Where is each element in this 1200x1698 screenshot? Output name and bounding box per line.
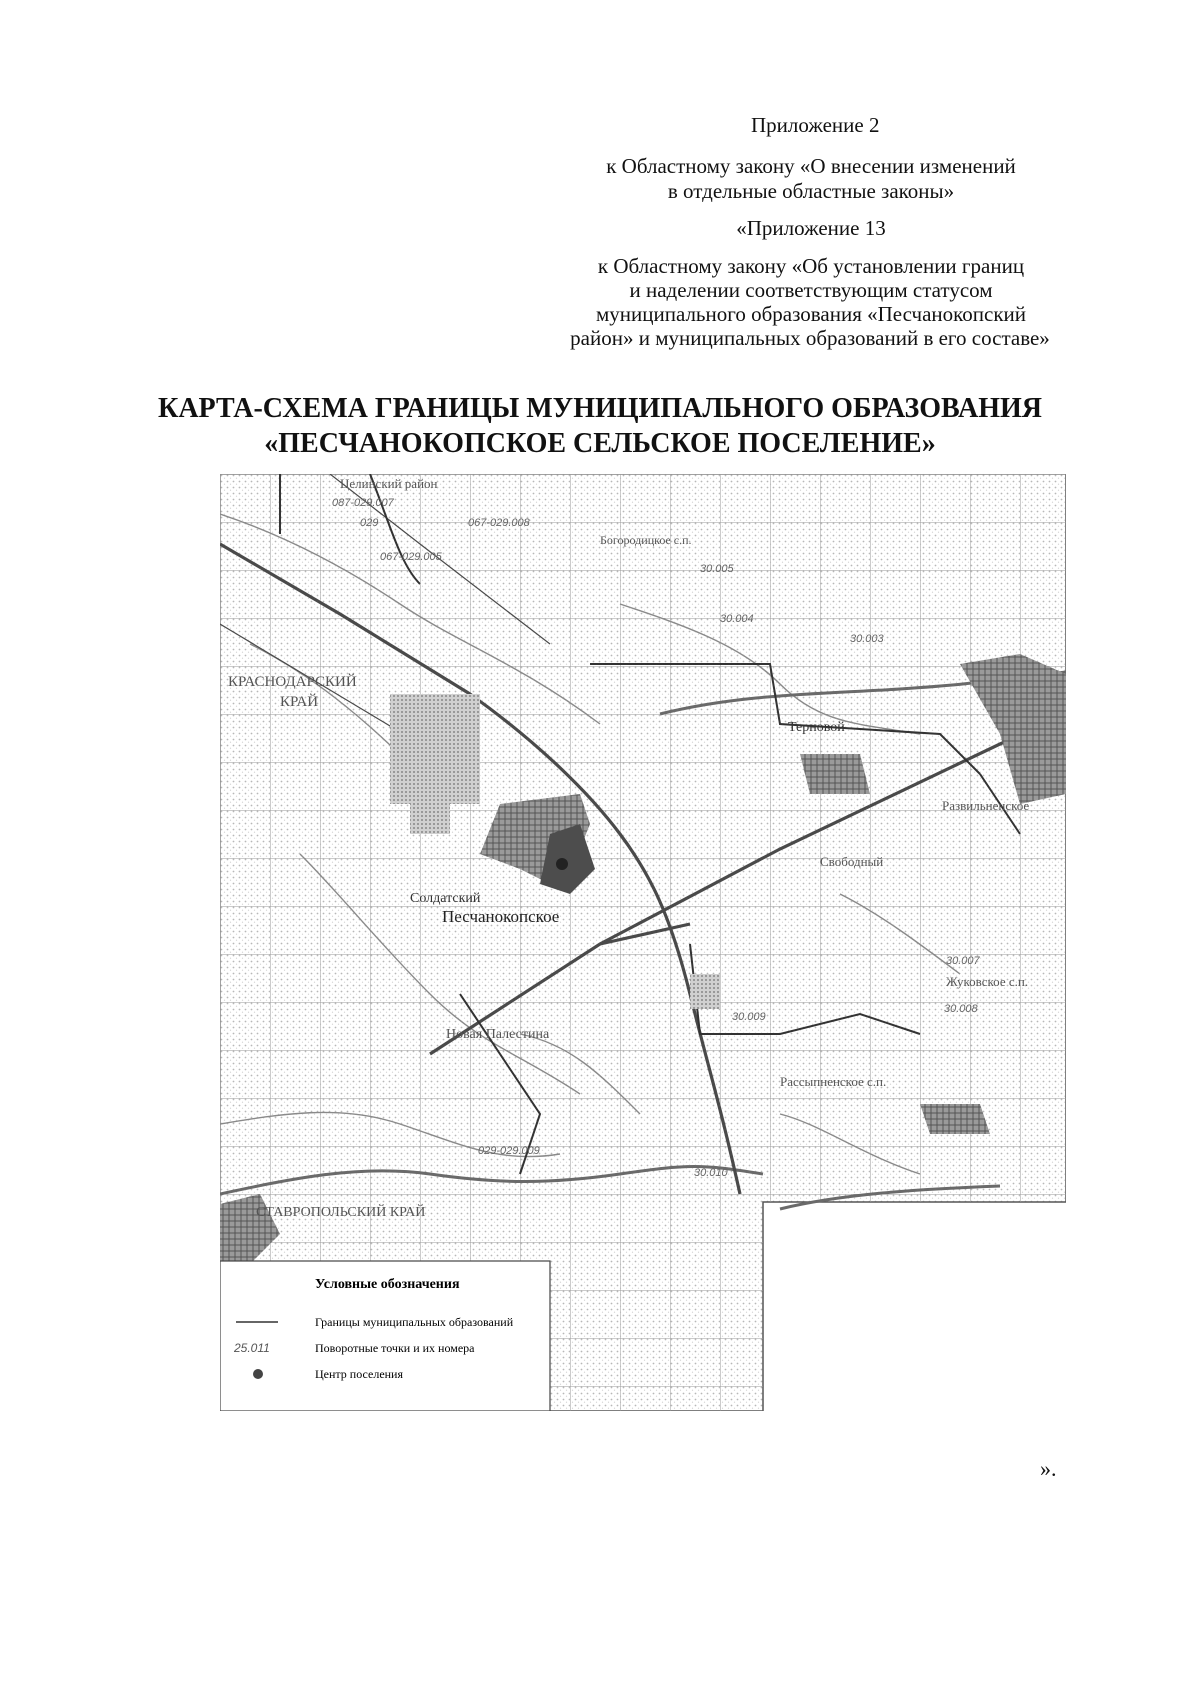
law-line-2: в отдельные областные законы»	[667, 179, 955, 203]
label-soldatsky: Солдатский	[410, 891, 481, 906]
law2-line-4: район» и муниципальных образований в его составе»	[570, 326, 1050, 350]
label-razvilnenskoe: Развильненское	[942, 798, 1030, 813]
point-label: 30.004	[720, 613, 754, 625]
law2-line-2: и наделении соответствующим статусом	[629, 278, 993, 302]
map-legend	[220, 1261, 550, 1411]
label-rassypnenskoe: Рассыпненское с.п.	[780, 1074, 887, 1089]
point-label: 30.005	[700, 563, 734, 575]
law-line-1: к Областному закону «О внесении изменений	[606, 154, 1016, 178]
point-label: 30.008	[944, 1003, 978, 1015]
label-zhukovskoe: Жуковское с.п.	[946, 974, 1029, 989]
boundary-map	[220, 474, 1066, 1411]
label-novaya-palestina: Новая Палестина	[446, 1027, 550, 1042]
point-label: 30.003	[850, 633, 884, 645]
legend-title: Условные обозначения	[315, 1277, 460, 1292]
label-peschanokopskoe: Песчанокопское	[442, 907, 560, 926]
point-label: 30.010	[694, 1167, 728, 1179]
appendix13-label: «Приложение 13	[736, 216, 886, 240]
closing-quote: ».	[1040, 1456, 1057, 1481]
point-label: 067-029.005	[380, 551, 442, 563]
legend-item-label: Центр поселения	[315, 1367, 404, 1381]
appendix-label: Приложение 2	[751, 113, 880, 137]
label-krasnodar: КРАСНОДАРСКИЙ	[228, 674, 357, 690]
legend-center-symbol	[253, 1369, 263, 1379]
page-title-line-1: КАРТА-СХЕМА ГРАНИЦЫ МУНИЦИПАЛЬНОГО ОБРАЗОВАНИЯ	[158, 393, 1042, 424]
label-stavropol: СТАВРОПОЛЬСКИЙ КРАЙ	[256, 1205, 426, 1220]
point-label: 087-029.007	[332, 497, 394, 509]
legend-item-label: Границы муниципальных образований	[315, 1315, 514, 1329]
legend-point-symbol: 25.011	[234, 1341, 270, 1355]
label-krasnodar-2: КРАЙ	[280, 694, 319, 710]
label-ternovoy: Терновой	[788, 720, 845, 735]
law2-line-3: муниципального образования «Песчанокопский	[595, 302, 1027, 326]
point-label: 30.009	[732, 1011, 766, 1023]
label-svobodny: Свободный	[820, 854, 884, 869]
settlement-center-marker	[556, 858, 568, 870]
label-tselinsky: Целинский район	[340, 476, 438, 491]
page-title-line-2: «ПЕСЧАНОКОПСКОЕ СЕЛЬСКОЕ ПОСЕЛЕНИЕ»	[264, 428, 936, 459]
point-label: 029-029.009	[478, 1145, 540, 1157]
point-label: 30.007	[946, 955, 980, 967]
point-label: 067-029.008	[468, 517, 530, 529]
point-label: 029	[360, 517, 379, 529]
law2-line-1: к Областному закону «Об установлении границ	[597, 254, 1025, 278]
legend-item-label: Поворотные точки и их номера	[315, 1341, 475, 1355]
label-bogorodnitskoe: Богородицкое с.п.	[600, 533, 692, 547]
